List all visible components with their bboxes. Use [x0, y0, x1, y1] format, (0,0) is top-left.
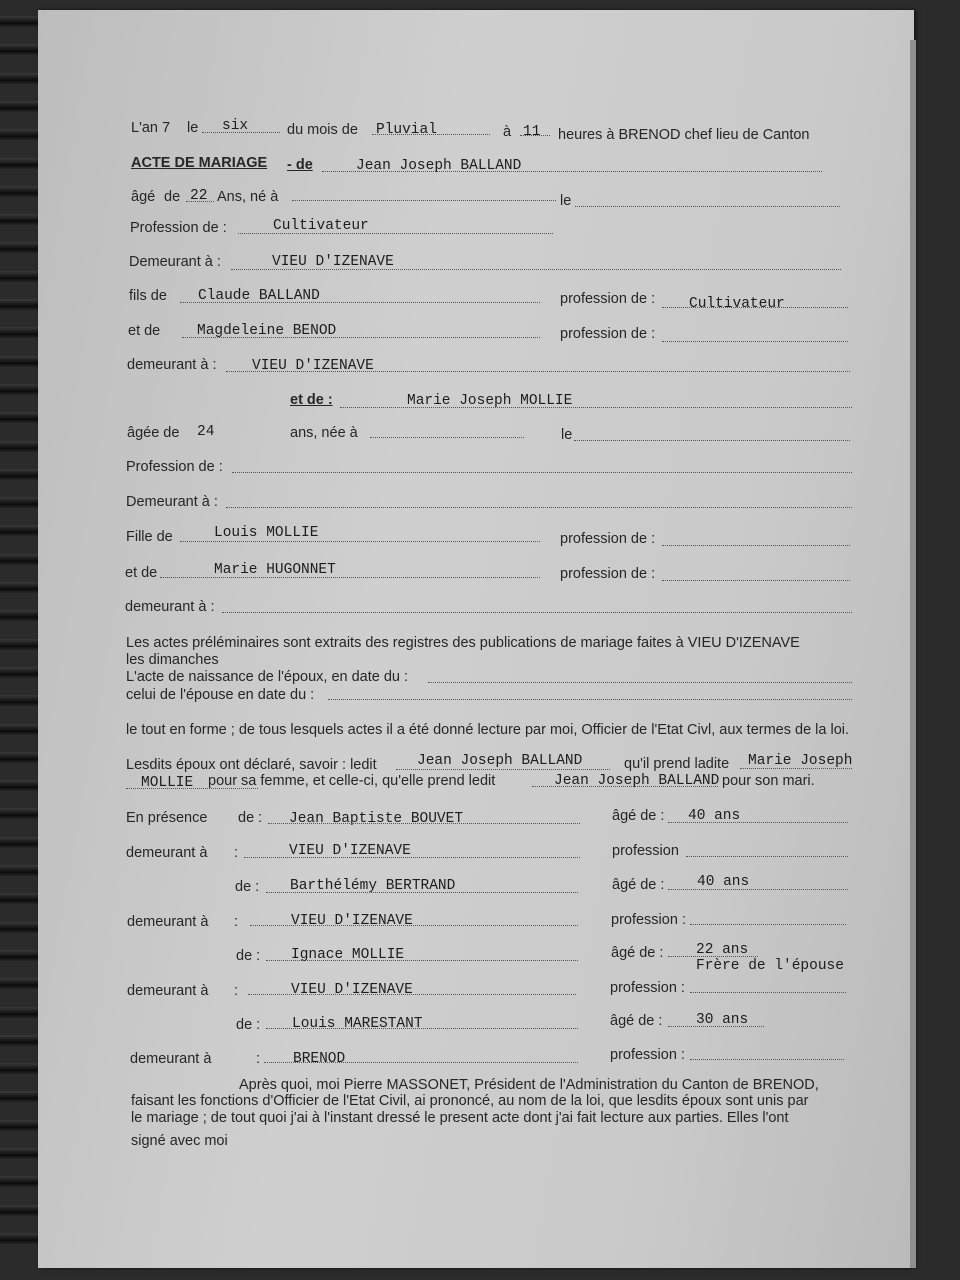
actes-line3: L'acte de naissance de l'époux, en date du :: [126, 669, 409, 685]
demeurant-label: Demeurant à :: [126, 494, 218, 510]
closing-line2: faisant les fonctions d'Officier de l'Etat Civil, ai prononcé, au nom de la loi, que lesdits époux sont unis par: [131, 1093, 809, 1109]
de-label: de :: [235, 879, 260, 895]
age-label: âgé de :: [611, 945, 664, 961]
age-label: âgé de :: [610, 1013, 663, 1029]
demeurant-label: demeurant à: [126, 845, 208, 861]
day-value: six: [222, 118, 249, 134]
temoin-2-name: Barthélémy BERTRAND: [290, 878, 456, 894]
pere-epoux-profession: Cultivateur: [689, 296, 785, 312]
epoux-profession: Cultivateur: [273, 218, 369, 234]
declaration-epouse-a: Marie Joseph: [748, 753, 853, 769]
declaration-epoux2: Jean Joseph BALLAND: [554, 773, 720, 789]
ans-nee-label: ans, née à: [290, 425, 358, 441]
le-label: le: [560, 193, 572, 209]
mere-epoux-name: Magdeleine BENOD: [197, 323, 337, 339]
le-label: le: [187, 120, 199, 136]
mere-epouse-name: Marie HUGONNET: [214, 562, 336, 578]
de-label: de :: [236, 948, 261, 964]
demeurant-label: Demeurant à :: [129, 254, 221, 270]
age-label: âgée de: [127, 425, 180, 441]
temoin-3-age: 22 ans: [696, 942, 749, 958]
heures-label: heures à BRENOD chef lieu de Canton: [558, 127, 810, 143]
epouse-age: 24: [197, 424, 215, 440]
profession-label: profession :: [610, 1047, 685, 1063]
pere-epouse-name: Louis MOLLIE: [214, 525, 319, 541]
actes-forme: le tout en forme ; de tous lesquels actes il a été donné lecture par moi, Officier de l'Etat Civl, aux termes de la loi.: [126, 722, 850, 738]
declaration-p1: Lesdits époux ont déclaré, savoir : ledit: [126, 757, 377, 773]
profession-label: profession :: [610, 980, 685, 996]
epoux-age: 22: [190, 188, 208, 204]
demeurant-label: demeurant à: [127, 914, 209, 930]
colon: :: [234, 845, 239, 861]
du-mois-label: du mois de: [287, 122, 358, 138]
a-label: à: [503, 124, 512, 140]
temoin-3-note: Frère de l'épouse: [696, 958, 844, 974]
closing-line4: signé avec moi: [131, 1133, 228, 1149]
le-label: le: [561, 427, 573, 443]
acte-title: ACTE DE MARIAGE: [131, 155, 268, 171]
temoin-1-demeurant: VIEU D'IZENAVE: [289, 843, 411, 859]
profession-label: Profession de :: [126, 459, 223, 475]
pere-prof-label: profession de :: [560, 531, 656, 547]
closing-line1: Après quoi, moi Pierre MASSONET, Président de l'Administration du Canton de BRENOD,: [239, 1077, 819, 1093]
actes-line1: Les actes préléminaires sont extraits des registres des publications de mariage faites à VIEU D'IZENAVE: [126, 635, 800, 651]
de-label: de :: [236, 1017, 261, 1033]
ans-ne-label: Ans, né à: [217, 189, 279, 205]
age-label: âgé de :: [612, 877, 665, 893]
mere-prof-label: profession de :: [560, 326, 656, 342]
de-label: de :: [238, 810, 263, 826]
demeurant-label: demeurant à: [130, 1051, 212, 1067]
declaration-p4: pour son mari.: [722, 773, 815, 789]
temoin-3-demeurant: VIEU D'IZENAVE: [291, 982, 413, 998]
temoin-1-age: 40 ans: [688, 808, 741, 824]
actes-line4: celui de l'épouse en date du :: [126, 687, 315, 703]
parents-dem-label: demeurant à :: [127, 357, 217, 373]
epoux-demeurant: VIEU D'IZENAVE: [272, 254, 394, 270]
parents-epoux-demeurant: VIEU D'IZENAVE: [252, 358, 374, 374]
actes-line2: les dimanches: [126, 652, 219, 668]
de-label: - de: [287, 157, 313, 173]
declaration-p3: pour sa femme, et celle-ci, qu'elle prend ledit: [208, 773, 496, 789]
fille-label: Fille de: [126, 529, 173, 545]
profession-label: profession: [612, 843, 679, 859]
et-de-label: et de: [125, 565, 158, 581]
temoin-2-age: 40 ans: [697, 874, 750, 890]
et-de-label: et de: [128, 323, 161, 339]
temoin-4-age: 30 ans: [696, 1012, 749, 1028]
mere-prof-label: profession de :: [560, 566, 656, 582]
en-presence-label: En présence: [126, 810, 208, 826]
temoin-1-name: Jean Baptiste BOUVET: [289, 811, 464, 827]
age-label: âgé: [131, 189, 156, 205]
declaration-epouse-b: MOLLIE: [141, 775, 194, 791]
closing-line3: le mariage ; de tout quoi j'ai à l'instant dressé le present acte dont j'ai fait lecture aux parties. Elles l'ont: [131, 1110, 789, 1126]
demeurant-label: demeurant à: [127, 983, 209, 999]
month-value: Pluvial: [376, 122, 437, 138]
pere-epoux-name: Claude BALLAND: [198, 288, 320, 304]
age-label: âgé de :: [612, 808, 665, 824]
colon: :: [234, 914, 239, 930]
epouse-name: Marie Joseph MOLLIE: [407, 393, 573, 409]
epoux-name: Jean Joseph BALLAND: [356, 158, 522, 174]
colon: :: [234, 983, 239, 999]
profession-label: Profession de :: [130, 220, 227, 236]
page-edge: [910, 40, 916, 1268]
et-de-label: et de :: [290, 392, 333, 408]
de-label: de: [164, 189, 181, 205]
pere-prof-label: profession de :: [560, 291, 656, 307]
fils-label: fils de: [129, 288, 167, 304]
profession-label: profession :: [611, 912, 686, 928]
temoin-2-demeurant: VIEU D'IZENAVE: [291, 913, 413, 929]
declaration-epoux: Jean Joseph BALLAND: [417, 753, 583, 769]
temoin-3-name: Ignace MOLLIE: [291, 947, 405, 963]
temoin-4-name: Louis MARESTANT: [292, 1016, 423, 1032]
parents-dem-label: demeurant à :: [125, 599, 215, 615]
year-label: L'an 7: [131, 120, 171, 136]
temoin-4-demeurant: BRENOD: [293, 1051, 346, 1067]
declaration-p2: qu'il prend ladite: [624, 756, 730, 772]
colon: :: [256, 1051, 261, 1067]
hour-value: 11: [523, 124, 541, 140]
